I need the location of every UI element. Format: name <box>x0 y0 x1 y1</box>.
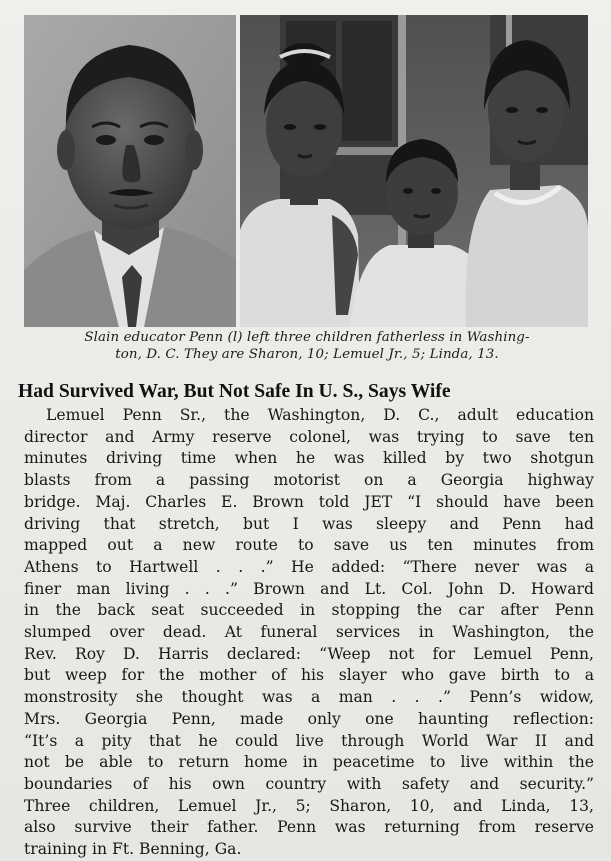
body-line: blasts from a passing motorist on a Georgia highway <box>24 471 594 490</box>
body-line: director and Army reserve colonel, was trying to save ten <box>24 427 594 446</box>
body-line: bridge. Maj. Charles E. Brown told JET “I should have been <box>24 492 594 511</box>
body-line: driving that stretch, but I was sleepy and Penn had <box>24 514 594 533</box>
photo-caption <box>22 329 592 363</box>
body-line: training in Ft. Benning, Ga. <box>24 840 242 859</box>
caption-line: Slain educator Penn (l) left three children fatherless in Washing- <box>84 330 530 345</box>
body-line: also survive their father. Penn was returning from reserve <box>24 818 594 837</box>
body-line: Three children, Lemuel Jr., 5; Sharon, 10, and Linda, 13, <box>24 796 594 815</box>
body-line: minutes driving time when he was killed by two shotgun <box>24 449 594 468</box>
children-photo <box>240 15 588 327</box>
body-line: not be able to return home in peacetime to live within the <box>24 753 594 772</box>
body-line: “It’s a pity that he could live through World War II and <box>24 731 594 750</box>
children-image <box>240 15 588 327</box>
article-body <box>24 405 594 861</box>
penn-portrait-image <box>24 15 236 327</box>
body-line: Athens to Hartwell . . .” He added: “There never was a <box>24 557 594 576</box>
body-line: finer man living . . .” Brown and Lt. Col. John D. Howard <box>24 579 594 598</box>
caption-line: ton, D. C. They are Sharon, 10; Lemuel Jr., 5; Linda, 13. <box>115 347 499 362</box>
body-line: in the back seat succeeded in stopping the car after Penn <box>24 601 594 620</box>
body-line: slumped over dead. At funeral services in Washington, the <box>24 623 594 642</box>
article-headline: Had Survived War, But Not Safe In U. S., Says Wife <box>18 381 451 402</box>
body-line: boundaries of his own country with safety and security.” <box>24 774 594 793</box>
body-line: Mrs. Georgia Penn, made only one haunting reflection: <box>24 709 594 728</box>
body-line: monstrosity she thought was a man . . .” Penn’s widow, <box>24 688 594 707</box>
body-line: mapped out a new route to save us ten minutes from <box>24 536 594 555</box>
penn-portrait-photo <box>24 15 236 327</box>
body-line: but weep for the mother of his slayer who gave birth to a <box>24 666 594 685</box>
body-line: Rev. Roy D. Harris declared: “Weep not for Lemuel Penn, <box>24 644 594 663</box>
body-line: Lemuel Penn Sr., the Washington, D. C., adult education <box>46 406 594 424</box>
